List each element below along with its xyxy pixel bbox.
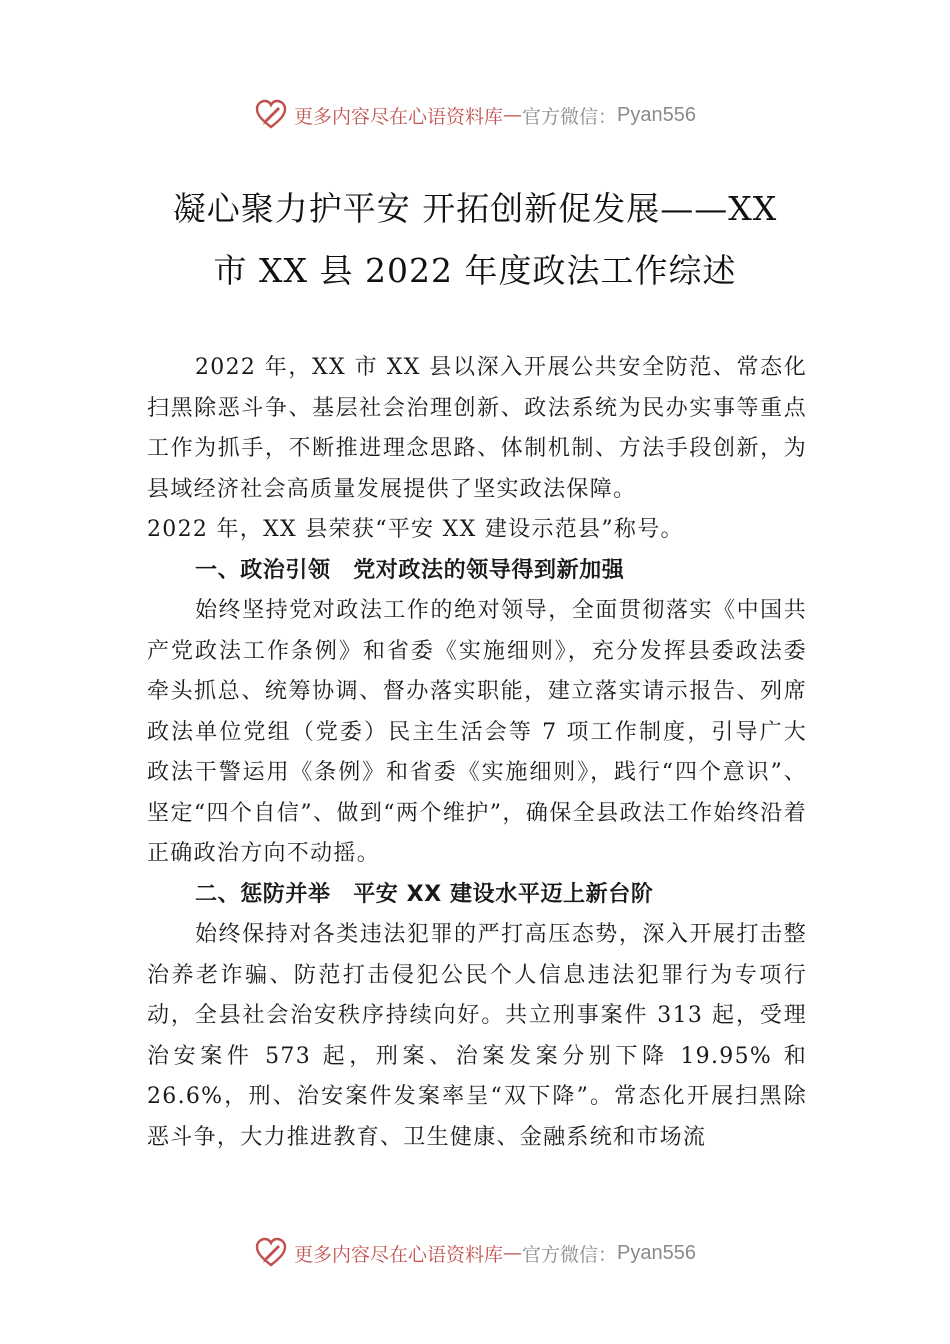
banner-text: 更多内容尽在心语资料库 [294,105,504,128]
footer-watermark-banner [0,1233,950,1273]
heart-pen-logo-icon [254,1236,288,1270]
banner-wechat-id: Pyan556 [617,1241,696,1264]
section-2-body: 始终保持对各类违法犯罪的严打高压态势，深入开展打击整治养老诈骗、防范打击侵犯公民个人信息违法犯罪行为专项行动，全县社会治安秩序持续向好。共立刑事案件 313 起，受理治安案件 573 起，刑案、治案发案分别下降 19.95% 和 26.6%，刑、治安案件发案率呈“双下降”。常态化开展扫黑除恶斗争，大力推进教育、卫生健康、金融系统和市场流 [147,922,807,1150]
section-1-heading: 一、政治引领 党对政法的领导得到新加强 [195,557,625,583]
intro-paragraph: 2022 年，XX 市 XX 县以深入开展公共安全防范、常态化扫黑除恶斗争、基层社会治理创新、政法系统为民办实事等重点工作为抓手，不断推进理念思路、体制机制、方法手段创新，为县域经济社会高质量发展提供了坚实政法保障。 [147,355,807,502]
document-body [147,348,807,1158]
section-2-heading: 二、惩防并举 平安 XX 建设水平迈上新台阶 [195,881,654,907]
banner-tail: 官方微信： [522,105,618,128]
heart-pen-logo-icon [254,98,288,132]
banner-tail: 官方微信： [522,1243,618,1266]
banner-separator: — [503,104,523,126]
header-watermark-banner [0,95,950,135]
title-line-2: 市 XX 县 2022 年度政法工作综述 [213,251,737,290]
banner-wechat-id: Pyan556 [617,103,696,126]
intro-paragraph-tail: 2022 年，XX 县荣获“平安 XX 建设示范县”称号。 [147,517,684,542]
banner-text: 更多内容尽在心语资料库 [294,1243,504,1266]
title-line-1: 凝心聚力护平安 开拓创新促发展——XX [172,189,778,228]
document-title [110,178,840,302]
banner-separator: — [503,1242,523,1264]
section-1-body: 始终坚持党对政法工作的绝对领导，全面贯彻落实《中国共产党政法工作条例》和省委《实施细则》，充分发挥县委政法委牵头抓总、统筹协调、督办落实职能，建立落实请示报告、列席政法单位党组（党委）民主生活会等 7 项工作制度，引导广大政法干警运用《条例》和省委《实施细则》，践行“四个意识”、坚定“四个自信”、做到“两个维护”，确保全县政法工作始终沿着正确政治方向不动摇。 [147,598,807,866]
